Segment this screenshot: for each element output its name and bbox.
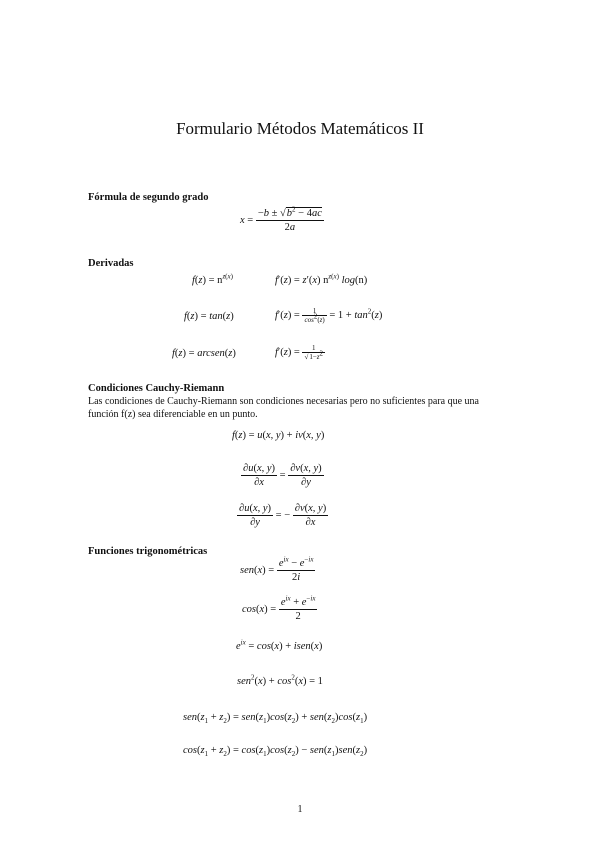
- heading-quadratic: Fórmula de segundo grado: [88, 192, 209, 203]
- heading-derivatives: Derivadas: [88, 258, 134, 269]
- formula-quadratic: x = $\frac{-b \pm √b^2 - 4ac}{2a}$: [240, 205, 322, 233]
- formula-deriv-3-right: f′(z) = $\frac{1}{√1-z^2}$: [275, 344, 324, 361]
- formula-cr-1: $\frac{\partial u(x, y)}{\partial x}$ = $\frac{\partial v(x, y)}{\partial y}$: [243, 463, 322, 488]
- formula-sen-sum: $sen(z_1 + z_2) = sen(z_1)\cos(z_2) + sen(z_2)\cos(z_1)$: [183, 712, 368, 726]
- heading-cauchy-riemann: Condiciones Cauchy-Riemann: [88, 383, 225, 394]
- formula-euler: $e^{ix} = \cos(x)$ + isen(x): [236, 638, 323, 652]
- heading-trig: Funciones trigonométricas: [88, 546, 208, 557]
- formula-deriv-1-right: f′(z) = z′(x) $n^{z(x)}$ log(n): [275, 272, 368, 286]
- formula-sen: sen(x) = $\frac{e^{ix} - e^{-ix}}{2i}$: [240, 555, 314, 583]
- page-number: 1: [297, 804, 303, 815]
- formula-cos: cos(x) = $\frac{e^{ix} + e^{-ix}}{2}$: [242, 594, 316, 622]
- formula-pythagorean: $sen^2(x) + \cos^2(x) = 1$: [237, 673, 323, 687]
- page-title: Formulario Métodos Matemáticos II: [176, 119, 424, 138]
- formula-fz-decomposition: f(z) = u(x, y) + iv(x, y): [232, 430, 325, 441]
- formula-deriv-2-right: f′(z) = $\frac{1}{\cos^2(z)}$ = $1 + \tan^2(z)$: [275, 307, 383, 324]
- formula-deriv-2-left: f(z) = tan(z): [184, 311, 234, 322]
- formula-cr-2: $\frac{\partial u(x, y)}{\partial y}$ = − $\frac{\partial v(x, y)}{\partial x}$: [239, 503, 327, 528]
- formula-deriv-1-left: $f(z) = n^{z(x)}$: [192, 272, 233, 286]
- paragraph-cauchy-riemann: Las condiciones de Cauchy-Riemann son condiciones necesarias pero no suficientes para que una función f(z) sea diferenciable en un punto.: [88, 396, 479, 420]
- formula-deriv-3-left: f(z) = arcsen(z): [172, 348, 236, 359]
- formula-cos-sum: $\cos(z_1 + z_2) = \cos(z_1)\cos(z_2) - sen(z_1)sen(z_2)$: [183, 745, 368, 759]
